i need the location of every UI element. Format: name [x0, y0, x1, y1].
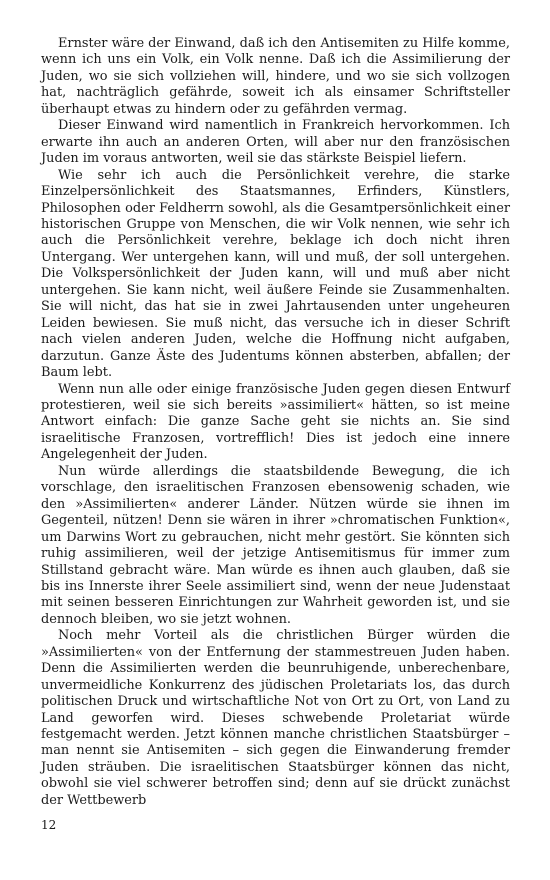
paragraph-5: Nun würde allerdings die staatsbildende Bewegung, die ich vorschlage, den israelitischen Franzosen ebensowenig schaden, wie den »Assimilierten« anderer Länder. Nützen würde sie ihnen im Gegenteil, nützen! Denn sie wären in ihrer »chromatischen Funktion«, um Darwins Wort zu gebrauchen, nicht mehr gestört. Sie könnten sich ruhig assimilieren, weil der jetzige Antisemitismus für immer zum Stillstand gebracht wäre. Man würde es ihnen auch glauben, daß sie bis ins Innerste ihrer Seele assimiliert sind, wenn der neue Judenstaat mit seinen besseren Einrichtungen zur Wahrheit geworden ist, und sie dennoch bleiben, wo sie jetzt wohnen. [41, 463, 510, 627]
page-number: 12 [41, 818, 57, 832]
body-text [41, 36, 510, 809]
paragraph-2: Dieser Einwand wird namentlich in Frankreich hervorkommen. Ich erwarte ihn auch an anderen Orten, will aber nur den französischen Juden im voraus antworten, weil sie das stärkste Beispiel liefern. [41, 118, 510, 167]
paragraph-4: Wenn nun alle oder einige französische Juden gegen diesen Entwurf protestieren, weil sie sich bereits »assimiliert« hätten, so ist meine Antwort einfach: Die ganze Sache geht sie nichts an. Sie sind israelitische Franzosen, vortrefflich! Dies ist jedoch eine innere Angelegenheit der Juden. [41, 381, 510, 463]
paragraph-6: Noch mehr Vorteil als die christlichen Bürger würden die »Assimilierten« von der Entfernung der stammestreuen Juden haben. Denn die Assimilierten werden die beunruhigende, unberechenbare, unvermeidliche Konkurrenz des jüdischen Proletariats los, das durch politischen Druck und wirtschaftliche Not von Ort zu Ort, von Land zu Land geworfen wird. Dieses schwebende Proletariat würde festgemacht werden. Jetzt können manche christlichen Staatsbürger – man nennt sie Antisemiten – sich gegen die Einwanderung fremder Juden sträuben. Die israelitischen Staatsbürger können das nicht, obwohl sie viel schwerer betroffen sind; denn auf sie drückt zunächst der Wettbewerb [41, 628, 510, 808]
paragraph-1: Ernster wäre der Einwand, daß ich den Antisemiten zu Hilfe komme, wenn ich uns ein Volk, ein Volk nenne. Daß ich die Assimilierung der Juden, wo sie sich vollziehen will, hindere, und wo sie sich vollzogen hat, nachträglich gefährde, soweit ich als einsamer Schriftsteller überhaupt etwas zu hindern oder zu gefährden vermag. [41, 36, 510, 117]
paragraph-3: Wie sehr ich auch die Persönlichkeit verehre, die starke Einzelpersönlichkeit des Staatsmannes, Erfinders, Künstlers, Philosophen oder Feldherrn sowohl, als die Gesamtpersönlichkeit einer historischen Gruppe von Menschen, die wir Volk nennen, wie sehr ich auch die Persönlichkeit verehre, beklage ich doch nicht ihren Untergang. Wer untergehen kann, will und muß, der soll untergehen. Die Volkspersönlichkeit der Juden kann, will und muß aber nicht untergehen. Sie kann nicht, weil äußere Feinde sie Zusammenhalten. Sie will nicht, das hat sie in zwei Jahrtausenden unter ungeheuren Leiden bewiesen. Sie muß nicht, das versuche ich in dieser Schrift nach vielen anderen Juden, welche die Hoffnung nicht aufgaben, darzutun. Ganze Äste des Judentums können absterben, abfallen; der Baum lebt. [41, 167, 510, 381]
